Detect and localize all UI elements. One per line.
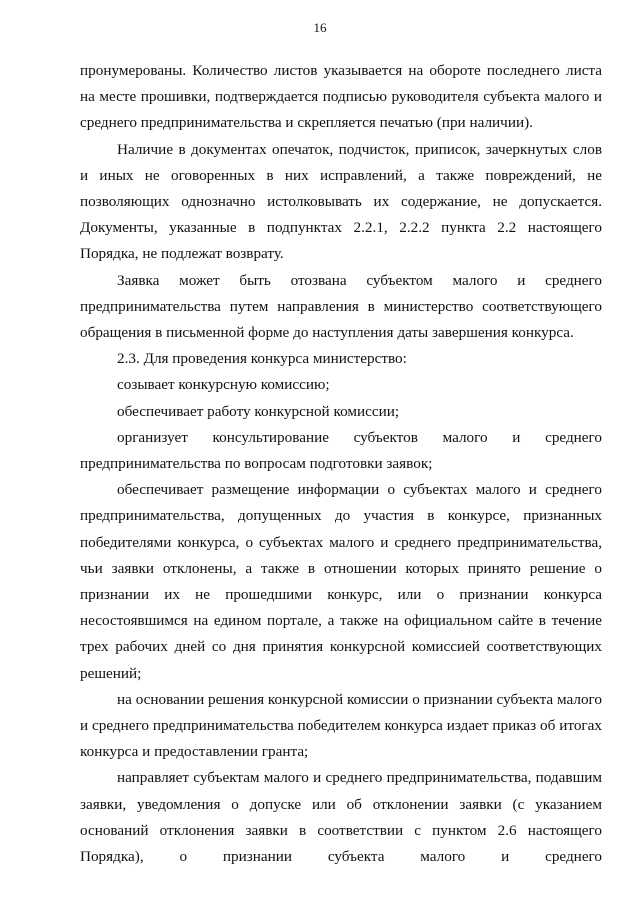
paragraph-document-defects: Наличие в документах опечаток, подчисток, приписок, зачеркнутых слов и иных не оговоренных в них исправлений, а также повреждений, не позволяющих однозначно истолковывать их содержание, не допускается. Документы, указанные в подпунктах 2.2.1, 2.2.2 пункта 2.2 настоящего Порядка, не подлежат возврату. [80, 140, 602, 263]
page-number: 16 [313, 20, 327, 35]
paragraph-section-2-3: 2.3. Для проведения конкурса министерство: [117, 350, 407, 368]
list-item-convenes-commission: созывает конкурсную комиссию; [117, 376, 330, 394]
list-item-issues-order: на основании решения конкурсной комиссии о признании субъекта малого и среднего предпринимательства победителем конкурса издает приказ об итогах конкурса и предоставлении гранта; [80, 690, 602, 761]
document-body [80, 58, 602, 870]
list-item-ensures-commission-work: обеспечивает работу конкурсной комиссии; [117, 402, 400, 420]
list-item-organizes-consulting: организует консультирование субъектов малого и среднего предпринимательства по вопросам подготовки заявок; [80, 428, 602, 473]
list-item-publishes-information: обеспечивает размещение информации о субъектах малого и среднего предпринимательства, допущенных до участия в конкурсе, признанных победителями конкурса, о субъектах малого и среднего предпринимательства, чьи заявки отклонены, а также в отношении которых принято решение о признании их не прошедшими конкурс, или о признании конкурса несостоявшимся на едином портале, а также на официальном сайте в течение трех рабочих дней со дня принятия конкурсной комиссией соответствующих решений; [80, 481, 602, 682]
paragraph-numbering-continuation: пронумерованы. Количество листов указывается на обороте последнего листа на месте прошивки, подтверждается подписью руководителя субъекта малого и среднего предпринимательства и скрепляется печатью (при наличии). [80, 62, 602, 132]
paragraph-application-withdrawal: Заявка может быть отозвана субъектом малого и среднего предпринимательства путем направления в министерство соответствующего обращения в письменной форме до наступления даты завершения конкурса. [80, 271, 602, 342]
list-item-sends-notifications: направляет субъектам малого и среднего предпринимательства, подавшим заявки, уведомления о допуске или об отклонении заявки (с указанием оснований отклонения заявки в соответствии с пунктом 2.6 настоящего Порядка), о признании субъекта малого и среднего [80, 769, 602, 866]
